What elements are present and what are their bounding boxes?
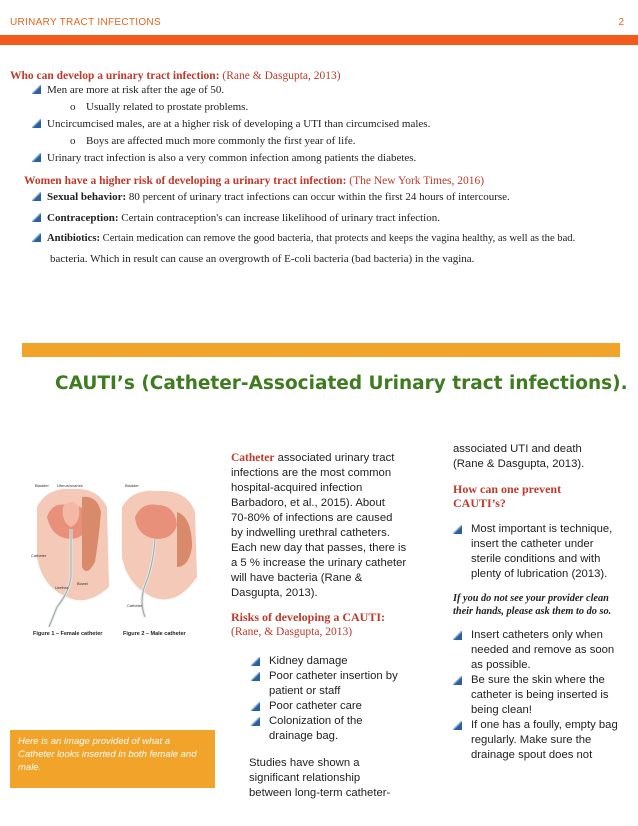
list-item: Poor catheter care	[251, 699, 406, 714]
prevent-list-first	[453, 522, 618, 582]
risks-citation: (Rane, & Dasgupta, 2013)	[231, 626, 353, 638]
arrow-bullet-icon	[453, 525, 462, 534]
arrow-bullet-icon	[453, 721, 462, 730]
arrow-bullet-icon	[453, 676, 462, 685]
risks-list	[251, 654, 406, 744]
catheter-lead: Catheter	[231, 452, 275, 464]
arrow-bullet-icon	[251, 717, 260, 726]
section1-item-3: Urinary tract infection is also a very common infection among patients the diabetes.	[32, 152, 416, 165]
section2-item-contraception: Contraception: Certain contraception's can increase likelihood of urinary tract infection.	[32, 212, 440, 225]
arrow-bullet-icon	[453, 631, 462, 640]
arrow-bullet-icon	[32, 213, 41, 222]
cauti-title: CAUTI’s (Catheter-Associated Urinary tract infections).	[55, 373, 628, 394]
cauti-column-right	[453, 442, 618, 763]
section2-citation: (The New York Times, 2016)	[349, 175, 485, 187]
page-number: 2	[618, 17, 624, 28]
male-label-bladder: Bladder	[125, 483, 139, 488]
female-figure-label: Figure 1 – Female catheter	[33, 631, 103, 637]
female-label-bladder: Bladder	[35, 483, 49, 488]
arrow-bullet-icon	[251, 672, 260, 681]
female-label-bowel: Bowel	[77, 581, 88, 586]
catheter-figure	[27, 467, 207, 640]
section1-heading-text: Who can develop a urinary tract infection:	[10, 70, 220, 82]
arrow-bullet-icon	[32, 85, 41, 94]
risks-heading: Risks of developing a CAUTI:	[231, 610, 386, 624]
section2-item-sexual-behavior: Sexual behavior: 80 percent of urinary tract infections can occur within the first 24 hours of intercourse.	[32, 191, 510, 204]
list-item: Insert catheters only when needed and remove as soon as possible.	[453, 628, 618, 673]
section1-heading	[10, 70, 341, 82]
death-paragraph: associated UTI and death (Rane & Dasgupta, 2013).	[453, 443, 585, 470]
female-label-catheter: Catheter	[31, 553, 47, 558]
figure-caption: Here is an image provided of what a Catheter looks inserted in both female and male.	[10, 730, 215, 788]
list-item: Colonization of the drainage bag.	[251, 714, 406, 744]
male-figure-label: Figure 2 – Male catheter	[123, 631, 186, 637]
section1-subitem-1: o Usually related to prostate problems.	[70, 101, 249, 113]
header-bar	[0, 35, 638, 45]
list-item: Kidney damage	[251, 654, 406, 669]
section2-heading-text: Women have a higher risk of developing a urinary tract infection:	[24, 175, 347, 187]
arrow-bullet-icon	[251, 657, 260, 666]
circle-bullet-icon: o	[70, 135, 76, 147]
circle-bullet-icon: o	[70, 101, 76, 113]
arrow-bullet-icon	[32, 119, 41, 128]
section2-continuation: bacteria. Which in result can cause an overgrowth of E-coli bacteria (bad bacteria) in the vagina.	[50, 253, 475, 265]
arrow-bullet-icon	[251, 702, 260, 711]
prevent-list-more	[453, 628, 618, 763]
female-label-uterus: Uterus/ovaries	[57, 483, 83, 488]
cauti-column-left	[231, 451, 413, 801]
arrow-bullet-icon	[32, 192, 41, 201]
risks-heading-block	[231, 610, 413, 640]
intro-paragraph: Catheter associated urinary tract infections are the most common hospital-acquired infection Barbadoro, et al., 2015). About 70-80% of infections are caused by indwelling urethral catheters. Each new day that passes, there is a 5 % increase the urinary catheter will have bacteria (Rane & Dasgupta, 2013).	[231, 452, 407, 599]
list-item: Be sure the skin where the catheter is being inserted is being clean!	[453, 673, 618, 718]
section1-citation: (Rane & Dasgupta, 2013)	[222, 70, 341, 82]
section1-item-2: Uncircumcised males, are at a higher risk of developing a UTI than circumcised males.	[32, 118, 430, 131]
section-divider-bar	[22, 343, 620, 357]
list-item: Most important is technique, insert the catheter under sterile conditions and with plenty of lubrication (2013).	[453, 522, 618, 582]
section1-subitem-2: o Boys are affected much more commonly the first year of life.	[70, 135, 356, 147]
male-label-catheter: Catheter	[127, 603, 143, 608]
section1-item-1: Men are more at risk after the age of 50.	[32, 84, 224, 97]
female-label-urethra: Urethra	[55, 585, 69, 590]
list-item: If one has a foully, empty bag regularly. Make sure the drainage spout does not	[453, 718, 618, 763]
hand-hygiene-note: If you do not see your provider clean their hands, please ask them to do so.	[453, 593, 612, 617]
prevent-heading: How can one prevent CAUTI’s?	[453, 482, 562, 510]
list-item: Poor catheter insertion by patient or staff	[251, 669, 406, 699]
section2-heading	[24, 175, 484, 187]
arrow-bullet-icon	[32, 233, 41, 242]
section2-item-antibiotics: Antibiotics: Certain medication can remove the good bacteria, that protects and keeps the vagina healthy, as well as the bad.	[32, 232, 575, 245]
studies-paragraph: Studies have shown a significant relationship between long-term catheter-	[249, 757, 391, 799]
arrow-bullet-icon	[32, 153, 41, 162]
header-title: URINARY TRACT INFECTIONS	[10, 17, 161, 28]
